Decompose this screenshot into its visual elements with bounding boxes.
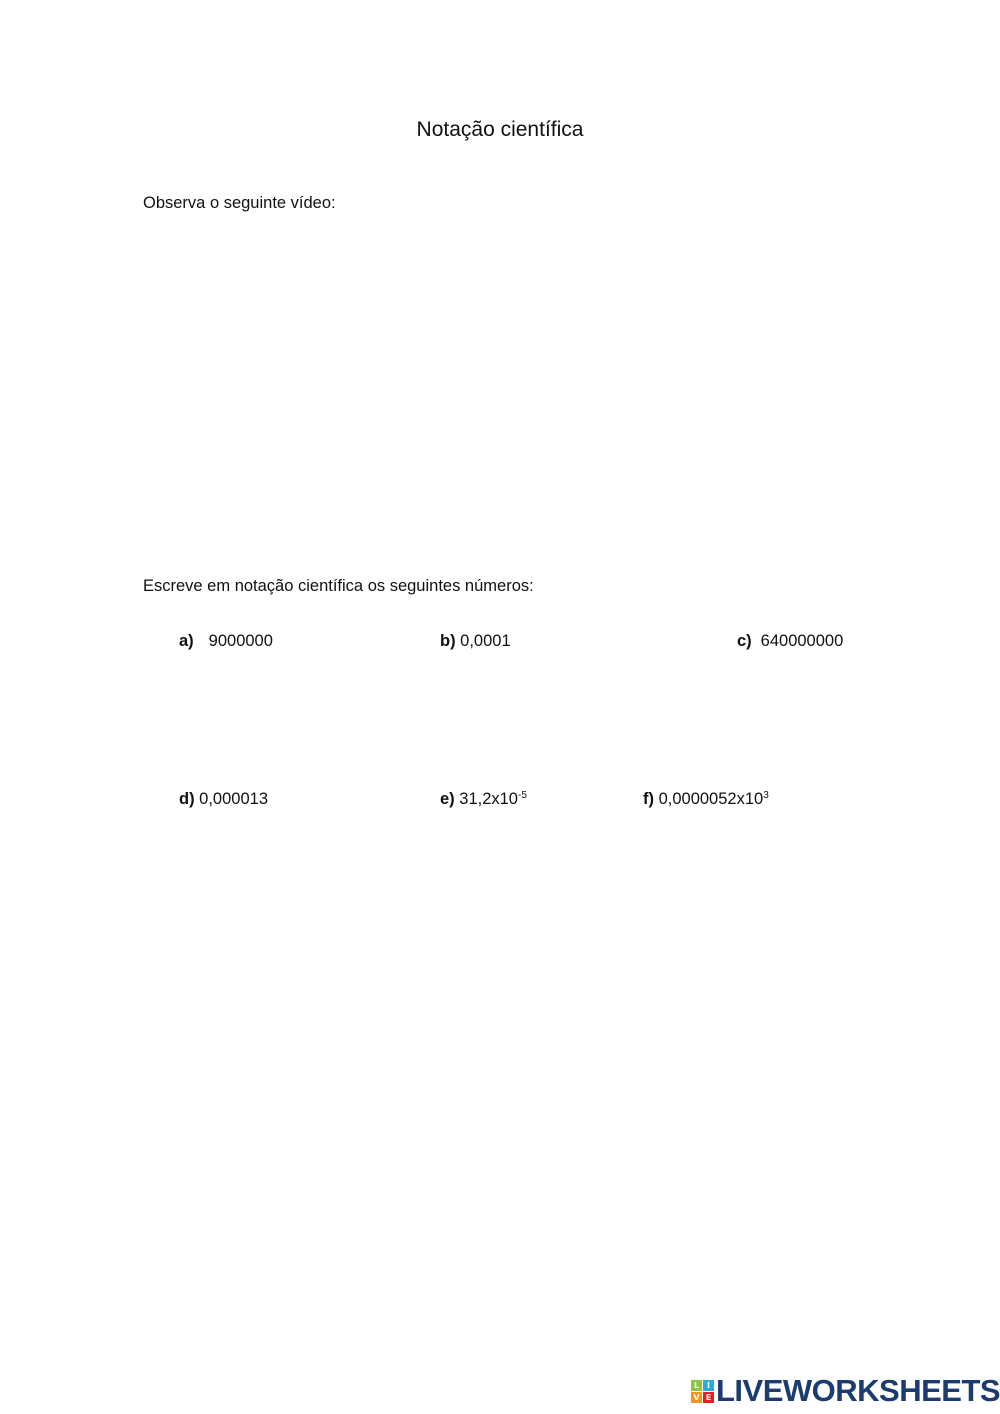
exercise-f: [643, 790, 769, 809]
exercise-e: [440, 790, 527, 809]
exercise-f-base: 0,0000052x10: [658, 790, 764, 808]
liveworksheets-logo-text: LIVEWORKSHEETS: [716, 1373, 1000, 1408]
exercise-a-value: 9000000: [208, 632, 273, 650]
exercise-c-value: 640000000: [760, 632, 844, 650]
exercise-b-label: b): [440, 632, 456, 650]
exercise-f-label: f): [643, 790, 654, 808]
exercise-c: [737, 632, 843, 651]
exercise-instruction: Escreve em notação científica os seguintes números:: [143, 577, 534, 595]
exercise-b-value: 0,0001: [460, 632, 511, 650]
exercise-b: [440, 632, 511, 651]
exercise-e-label: e): [440, 790, 455, 808]
liveworksheets-logo-icon: [691, 1380, 714, 1403]
exercise-e-base: 31,2x10: [459, 790, 518, 808]
exercise-d-value: 0,000013: [199, 790, 268, 808]
logo-mark-l: L: [691, 1380, 702, 1391]
exercise-d: [179, 790, 268, 809]
video-instruction: Observa o seguinte vídeo:: [143, 194, 336, 212]
logo-mark-i: I: [703, 1380, 714, 1391]
exercise-e-exponent: -5: [517, 790, 527, 801]
exercise-a-label: a): [179, 632, 194, 650]
page-title: Notação científica: [416, 118, 584, 141]
logo-mark-v: V: [691, 1392, 702, 1403]
logo-mark-e: E: [703, 1392, 714, 1403]
exercise-f-exponent: 3: [763, 790, 769, 801]
exercise-c-label: c): [737, 632, 752, 650]
liveworksheets-logo: [691, 1373, 1000, 1408]
exercise-d-label: d): [179, 790, 195, 808]
exercise-a: [179, 632, 273, 651]
